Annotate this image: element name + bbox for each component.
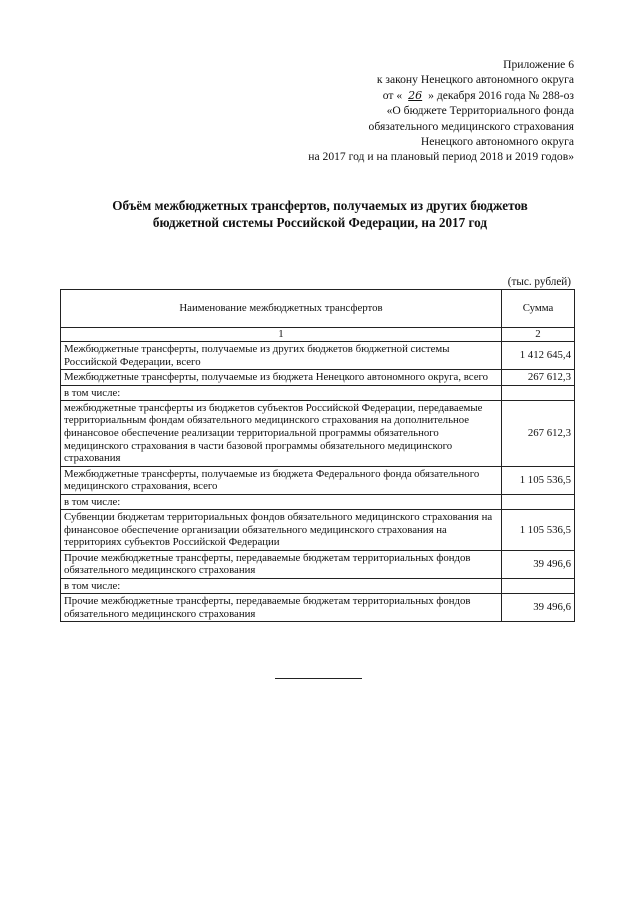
row-name: Прочие межбюджетные трансферты, передаваемые бюджетам территориальных фондов обязательного медицинского страхования bbox=[61, 593, 502, 621]
row-amount bbox=[502, 578, 575, 593]
row-amount: 1 412 645,4 bbox=[502, 342, 575, 370]
table-row bbox=[61, 385, 575, 400]
appendix-number: Приложение 6 bbox=[503, 58, 574, 71]
appendix-date-line bbox=[214, 88, 574, 103]
table-row bbox=[61, 494, 575, 509]
appendix-date-suffix: » декабря 2016 года № 288-оз bbox=[428, 88, 574, 102]
row-amount: 267 612,3 bbox=[502, 370, 575, 386]
row-amount: 1 105 536,5 bbox=[502, 509, 575, 550]
appendix-law-title-2: обязательного медицинского страхования bbox=[368, 119, 574, 133]
row-name: Межбюджетные трансферты, получаемые из бюджета Федерального фонда обязательного медицинского страхования, всего bbox=[61, 466, 502, 494]
row-amount: 1 105 536,5 bbox=[502, 466, 575, 494]
table-row bbox=[61, 593, 575, 621]
row-name: межбюджетные трансферты из бюджетов субъектов Российской Федерации, передаваемые территориальным фондам обязательного медицинского страхования на дополнительное финансовое обеспечение реализации территориальной программы обязательного медицинского страхования в части базовой программы обязательного медицинского страхования bbox=[61, 400, 502, 466]
header-sum: Сумма bbox=[502, 290, 575, 328]
document-title bbox=[60, 197, 580, 231]
row-name: в том числе: bbox=[61, 494, 502, 509]
transfers-table bbox=[60, 289, 575, 622]
appendix-header bbox=[214, 57, 574, 165]
table-row bbox=[61, 550, 575, 578]
document-title-line-2: бюджетной системы Российской Федерации, на 2017 год bbox=[152, 215, 488, 230]
appendix-law-title-4: на 2017 год и на плановый период 2018 и 2019 годов» bbox=[308, 150, 574, 164]
row-name: Прочие межбюджетные трансферты, передаваемые бюджетам территориальных фондов обязательного медицинского страхования bbox=[61, 550, 502, 578]
appendix-law-title-3: Ненецкого автономного округа bbox=[420, 135, 574, 149]
table-header-row bbox=[61, 290, 575, 328]
row-amount bbox=[502, 494, 575, 509]
appendix-law-title-1: «О бюджете Территориального фонда bbox=[386, 104, 574, 118]
appendix-date-day: 26 bbox=[408, 88, 423, 102]
row-amount: 39 496,6 bbox=[502, 593, 575, 621]
table-row bbox=[61, 466, 575, 494]
row-name: в том числе: bbox=[61, 385, 502, 400]
column-number-2: 2 bbox=[502, 328, 575, 342]
row-name: Субвенции бюджетам территориальных фондов обязательного медицинского страхования на финансовое обеспечение организации обязательного медицинского страхования на территориях субъектов Российской Федерации bbox=[61, 509, 502, 550]
table-row bbox=[61, 342, 575, 370]
header-name: Наименование межбюджетных трансфертов bbox=[61, 290, 502, 328]
table-row bbox=[61, 509, 575, 550]
appendix-date-prefix: от « bbox=[382, 88, 403, 102]
row-amount bbox=[502, 385, 575, 400]
column-number-1: 1 bbox=[61, 328, 502, 342]
row-name: Межбюджетные трансферты, получаемые из других бюджетов бюджетной системы Российской Федерации, всего bbox=[61, 342, 502, 370]
closing-separator-line bbox=[275, 678, 362, 679]
row-amount: 267 612,3 bbox=[502, 400, 575, 466]
document-title-line-1: Объём межбюджетных трансфертов, получаемых из других бюджетов bbox=[112, 198, 528, 213]
row-amount: 39 496,6 bbox=[502, 550, 575, 578]
table-row bbox=[61, 370, 575, 386]
row-name: в том числе: bbox=[61, 578, 502, 593]
unit-label: (тыс. рублей) bbox=[507, 276, 571, 288]
table-row bbox=[61, 578, 575, 593]
table-column-numbers bbox=[61, 328, 575, 342]
row-name: Межбюджетные трансферты, получаемые из бюджета Ненецкого автономного округа, всего bbox=[61, 370, 502, 386]
appendix-law-ref: к закону Ненецкого автономного округа bbox=[376, 73, 574, 87]
table-row bbox=[61, 400, 575, 466]
